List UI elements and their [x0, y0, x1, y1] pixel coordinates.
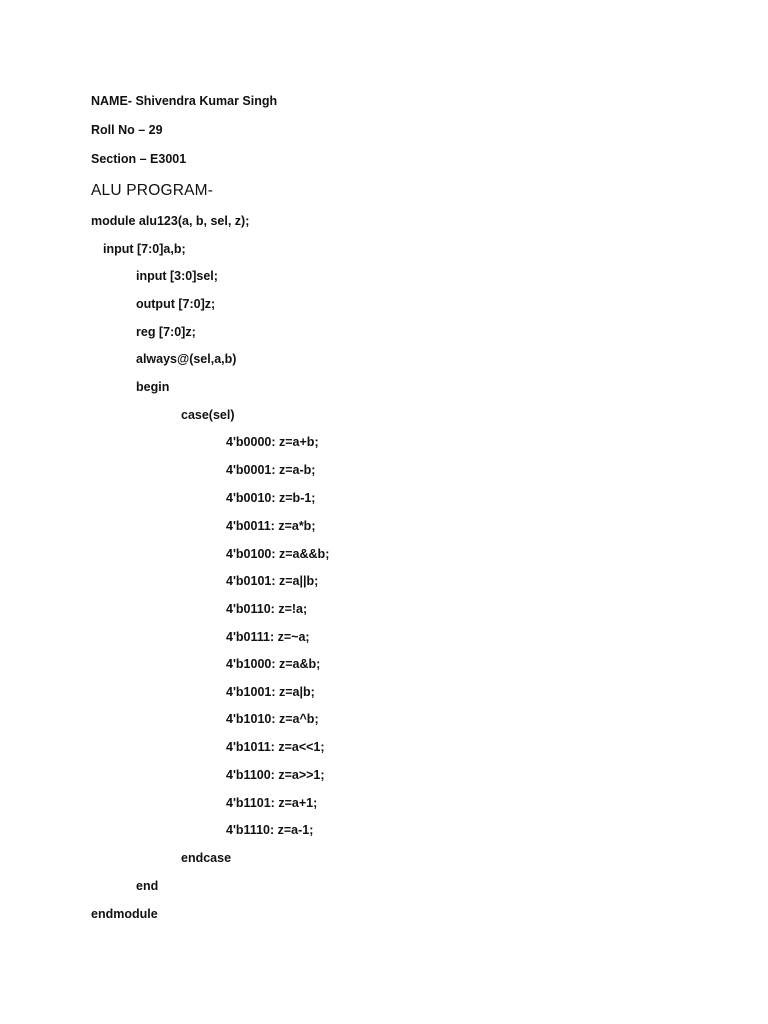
input-ab-declaration: input [7:0]a,b;	[103, 242, 186, 256]
case-item: 4'b0110: z=!a;	[226, 602, 308, 616]
case-item: 4'b1001: z=a|b;	[226, 685, 315, 699]
reg-z-declaration: reg [7:0]z;	[136, 325, 196, 339]
case-item: 4'b1000: z=a&b;	[226, 657, 321, 671]
case-item: 4'b1010: z=a^b;	[226, 712, 319, 726]
case-item: 4'b0011: z=a*b;	[226, 519, 316, 533]
student-name: NAME- Shivendra Kumar Singh	[91, 94, 278, 108]
case-item: 4'b0111: z=~a;	[226, 630, 310, 644]
program-title: ALU PROGRAM-	[91, 182, 214, 199]
roll-number: Roll No – 29	[91, 123, 163, 137]
case-item: 4'b1101: z=a+1;	[226, 796, 318, 810]
module-declaration: module alu123(a, b, sel, z);	[91, 214, 250, 228]
case-item: 4'b1100: z=a>>1;	[226, 768, 325, 782]
end-keyword: end	[136, 879, 159, 893]
case-statement: case(sel)	[181, 408, 235, 422]
case-item: 4'b0101: z=a||b;	[226, 574, 319, 588]
section-label: Section – E3001	[91, 152, 187, 166]
case-item: 4'b1110: z=a-1;	[226, 823, 314, 837]
begin-keyword: begin	[136, 380, 170, 394]
always-block: always@(sel,a,b)	[136, 352, 237, 366]
case-item: 4'b0100: z=a&&b;	[226, 547, 330, 561]
case-item: 4'b0010: z=b-1;	[226, 491, 316, 505]
input-sel-declaration: input [3:0]sel;	[136, 269, 218, 283]
output-z-declaration: output [7:0]z;	[136, 297, 216, 311]
endmodule-keyword: endmodule	[91, 907, 158, 921]
endcase-keyword: endcase	[181, 851, 232, 865]
case-item: 4'b0000: z=a+b;	[226, 435, 319, 449]
case-item: 4'b1011: z=a<<1;	[226, 740, 325, 754]
case-item: 4'b0001: z=a-b;	[226, 463, 316, 477]
